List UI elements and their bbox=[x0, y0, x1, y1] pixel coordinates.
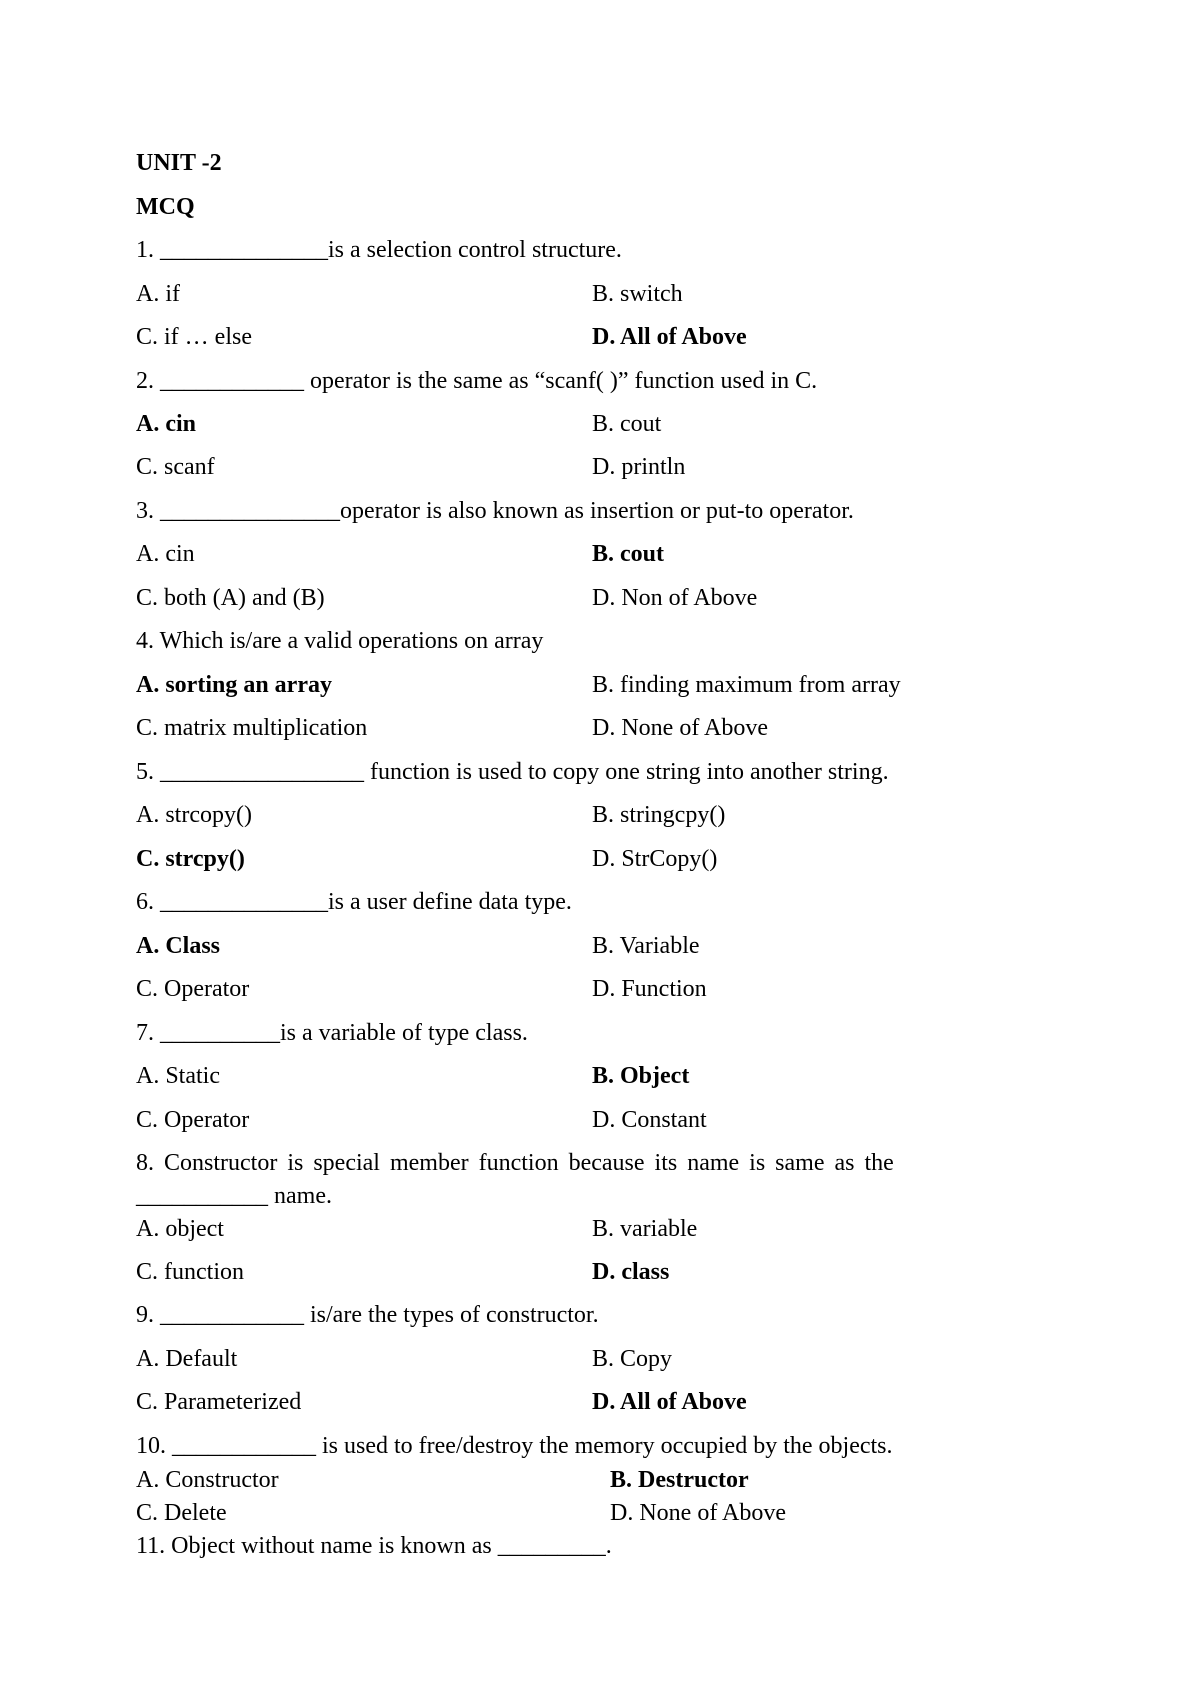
question-6: 6. ______________is a user define data type. bbox=[136, 889, 572, 915]
q3-option-b-answer: B. cout bbox=[592, 541, 664, 567]
question-5: 5. _________________ function is used to copy one string into another string. bbox=[136, 759, 889, 785]
q8-option-b: B. variable bbox=[592, 1216, 698, 1242]
q3-option-d: D. Non of Above bbox=[592, 585, 758, 611]
q1-option-a: A. if bbox=[136, 281, 180, 307]
q10-option-d: D. None of Above bbox=[610, 1500, 786, 1526]
q3-option-c: C. both (A) and (B) bbox=[136, 585, 325, 611]
q6-option-c: C. Operator bbox=[136, 976, 250, 1002]
q5-option-b: B. stringcpy() bbox=[592, 802, 726, 828]
q5-option-a: A. strcopy() bbox=[136, 802, 252, 828]
q10-option-c: C. Delete bbox=[136, 1500, 227, 1526]
q9-option-a: A. Default bbox=[136, 1346, 238, 1372]
q7-option-b-answer: B. Object bbox=[592, 1063, 690, 1089]
q1-option-b: B. switch bbox=[592, 281, 683, 307]
q6-option-b: B. Variable bbox=[592, 933, 700, 959]
q8-option-c: C. function bbox=[136, 1259, 244, 1285]
question-11: 11. Object without name is known as _________. bbox=[136, 1533, 612, 1559]
q8-option-a: A. object bbox=[136, 1216, 224, 1242]
question-1: 1. ______________is a selection control structure. bbox=[136, 237, 622, 263]
question-9: 9. ____________ is/are the types of constructor. bbox=[136, 1302, 599, 1328]
unit-title: UNIT -2 bbox=[136, 150, 222, 176]
question-8-line-2: ___________ name. bbox=[136, 1183, 332, 1209]
q9-option-c: C. Parameterized bbox=[136, 1389, 302, 1415]
q4-option-c: C. matrix multiplication bbox=[136, 715, 368, 741]
question-7: 7. __________is a variable of type class. bbox=[136, 1020, 528, 1046]
q6-option-a-answer: A. Class bbox=[136, 933, 221, 959]
q5-option-d: D. StrCopy() bbox=[592, 846, 718, 872]
q1-option-c: C. if … else bbox=[136, 324, 252, 350]
q3-option-a: A. cin bbox=[136, 541, 195, 567]
q4-option-d: D. None of Above bbox=[592, 715, 768, 741]
q4-option-b: B. finding maximum from array bbox=[592, 672, 901, 698]
q2-option-b: B. cout bbox=[592, 411, 662, 437]
q8-option-d-answer: D. class bbox=[592, 1259, 670, 1285]
q1-option-d-answer: D. All of Above bbox=[592, 324, 747, 350]
q5-option-c-answer: C. strcpy() bbox=[136, 846, 245, 872]
q2-option-d: D. println bbox=[592, 454, 686, 480]
section-title: MCQ bbox=[136, 194, 195, 220]
question-3: 3. _______________operator is also known as insertion or put-to operator. bbox=[136, 498, 854, 524]
question-10: 10. ____________ is used to free/destroy the memory occupied by the objects. bbox=[136, 1433, 893, 1459]
question-2: 2. ____________ operator is the same as “scanf( )” function used in C. bbox=[136, 368, 818, 394]
q7-option-d: D. Constant bbox=[592, 1107, 707, 1133]
q10-option-b-answer: B. Destructor bbox=[610, 1467, 749, 1493]
q7-option-c: C. Operator bbox=[136, 1107, 250, 1133]
q6-option-d: D. Function bbox=[592, 976, 707, 1002]
q4-option-a-answer: A. sorting an array bbox=[136, 672, 332, 698]
question-4: 4. Which is/are a valid operations on array bbox=[136, 628, 544, 654]
q9-option-b: B. Copy bbox=[592, 1346, 673, 1372]
q9-option-d-answer: D. All of Above bbox=[592, 1389, 747, 1415]
q10-option-a: A. Constructor bbox=[136, 1467, 279, 1493]
question-8-line-1: 8. Constructor is special member function because its name is same as the bbox=[136, 1150, 894, 1176]
q7-option-a: A. Static bbox=[136, 1063, 220, 1089]
q2-option-c: C. scanf bbox=[136, 454, 215, 480]
q2-option-a-answer: A. cin bbox=[136, 411, 196, 437]
